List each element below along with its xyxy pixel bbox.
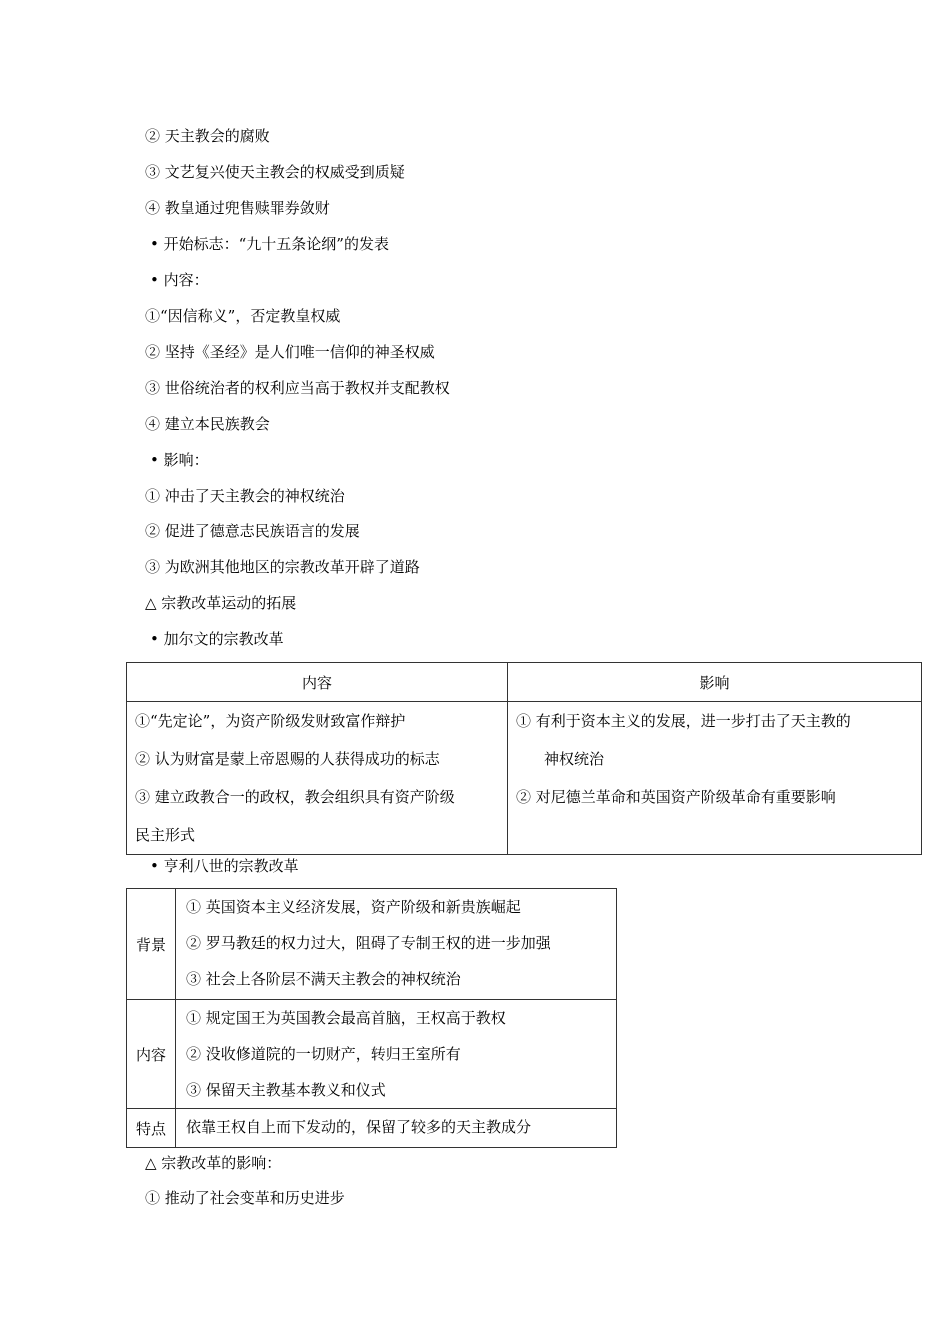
henry-table: [126, 888, 617, 1148]
text-line: ② 坚持《圣经》是人们唯一信仰的神圣权威: [145, 343, 435, 361]
text-line: ① 推动了社会变革和历史进步: [145, 1189, 345, 1207]
row-label: 背景: [127, 889, 176, 1000]
row-items: [176, 889, 617, 1000]
row-items: [176, 1109, 617, 1148]
bullet-line: • 亨利八世的宗教改革: [150, 857, 299, 875]
bullet-line: • 加尔文的宗教改革: [150, 630, 284, 648]
table-line: 民主形式: [135, 826, 196, 844]
section-heading: △ 宗教改革运动的拓展: [145, 594, 297, 612]
table-line: ② 没收修道院的一切财产，转归王室所有: [186, 1045, 461, 1063]
table-line: 依靠王权自上而下发动的，保留了较多的天主教成分: [186, 1118, 532, 1136]
table-line: ② 认为财富是蒙上帝恩赐的人获得成功的标志: [135, 750, 440, 768]
calvin-content-cell: [127, 702, 508, 855]
text-line: ③ 为欧洲其他地区的宗教改革开辟了道路: [145, 558, 420, 576]
table-line: ① 英国资本主义经济发展，资产阶级和新贵族崛起: [186, 898, 521, 916]
row-label: 内容: [127, 1000, 176, 1109]
calvin-header-content: 内容: [127, 663, 508, 702]
text-line: ③ 世俗统治者的权利应当高于教权并支配教权: [145, 379, 450, 397]
table-line: 神权统治: [544, 750, 605, 768]
table-line: ①“先定论”，为资产阶级发财致富作辩护: [135, 712, 406, 730]
calvin-header-impact: 影响: [508, 663, 922, 702]
calvin-impact-cell: [508, 702, 922, 855]
text-line: ① 冲击了天主教会的神权统治: [145, 487, 345, 505]
table-line: ③ 社会上各阶层不满天主教会的神权统治: [186, 970, 461, 988]
text-line: ② 天主教会的腐败: [145, 127, 270, 145]
bullet-line: • 影响：: [150, 451, 209, 469]
table-line: ③ 建立政教合一的政权，教会组织具有资产阶级: [135, 788, 455, 806]
calvin-table: [126, 662, 922, 855]
bullet-line: • 开始标志：“九十五条论纲”的发表: [150, 235, 389, 253]
table-line: ② 罗马教廷的权力过大，阻碍了专制王权的进一步加强: [186, 934, 551, 952]
text-line: ④ 教皇通过兜售赎罪券敛财: [145, 199, 330, 217]
row-items: [176, 1000, 617, 1109]
section-heading: △ 宗教改革的影响：: [145, 1154, 282, 1172]
text-line: ② 促进了德意志民族语言的发展: [145, 522, 360, 540]
table-line: ① 有利于资本主义的发展，进一步打击了天主教的: [516, 712, 851, 730]
bullet-line: • 内容：: [150, 271, 209, 289]
row-label: 特点: [127, 1109, 176, 1148]
text-line: ④ 建立本民族教会: [145, 415, 270, 433]
text-line: ③ 文艺复兴使天主教会的权威受到质疑: [145, 163, 405, 181]
text-line: ①“因信称义”，否定教皇权威: [145, 307, 341, 325]
table-line: ① 规定国王为英国教会最高首脑，王权高于教权: [186, 1009, 506, 1027]
table-line: ② 对尼德兰革命和英国资产阶级革命有重要影响: [516, 788, 836, 806]
table-line: ③ 保留天主教基本教义和仪式: [186, 1081, 386, 1099]
